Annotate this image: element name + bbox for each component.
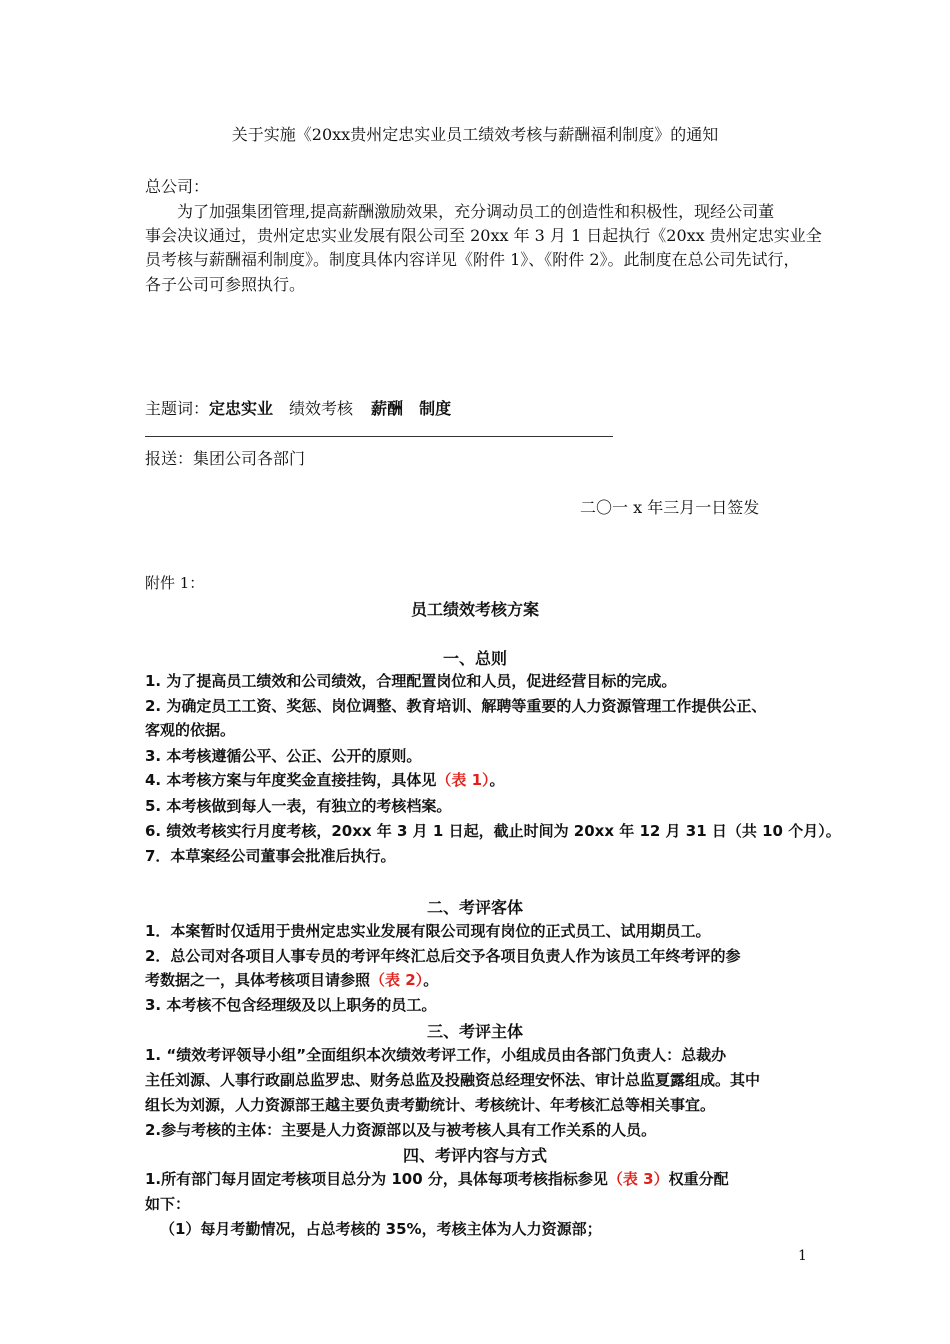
table-ref: （表 2） [370,971,424,989]
list-line: 2．总公司对各项目人事专员的考评年终汇总后交予各项目负责人作为该员工年终考评的参 [145,947,741,965]
notice-title: 关于实施《20xx贵州定忠实业员工绩效考核与薪酬福利制度》的通知 [231,125,719,144]
notice-body-line: 为了加强集团管理,提高薪酬激励效果，充分调动员工的创造性和积极性，现经公司董 [177,202,775,221]
list-line-text: 考数据之一，具体考核项目请参照 [145,971,371,989]
keywords-label: 主题词： [145,399,210,418]
list-line [145,1168,729,1189]
table-ref: （表 3） [607,1170,669,1188]
list-line: 组长为刘源，人力资源部王越主要负责考勤统计、考核统计、年考核汇总等相关事宜。 [145,1096,716,1114]
list-line: （1）每月考勤情况，占总考核的 35%，考核主体为人力资源部； [160,1220,602,1238]
attachment-title: 员工绩效考核方案 [410,600,539,619]
keywords-row [145,396,451,419]
list-line: 5. 本考核做到每人一表，有独立的考核档案。 [145,797,452,815]
list-line: 1. 为了提高员工绩效和公司绩效，合理配置岗位和人员，促进经营目标的完成。 [145,672,677,690]
keyword: 薪酬 [371,399,404,418]
list-line-tail: 。 [489,771,505,789]
section-heading: 二、考评客体 [426,898,523,917]
notice-body-line: 事会决议通过，贵州定忠实业发展有限公司至 20xx 年 3 月 1 日起执行《20xx 贵州定忠实业全 [145,226,822,245]
list-line: 客观的依据。 [145,721,236,739]
list-line: 6. 绩效考核实行月度考核，20xx 年 3 月 1 日起，截止时间为 20xx 年 12 月 31 日（共 10 个月）。 [145,822,841,840]
list-line: 主任刘源、人事行政副总监罗忠、财务总监及投融资总经理安怀法、审计总监夏露组成。其中 [145,1071,761,1089]
attachment-label: 附件 1： [145,574,205,592]
list-line: 1．本案暂时仅适用于贵州定忠实业发展有限公司现有岗位的正式员工、试用期员工。 [145,922,711,940]
list-line-text: 1.所有部门每月固定考核项目总分为 100 分，具体每项考核指标参见 [145,1170,608,1188]
sign-date: 二〇一 x 年三月一日签发 [580,498,760,517]
section-heading: 一、总则 [442,649,507,668]
keyword: 制度 [419,399,452,418]
keyword: 绩效考核 [289,399,354,418]
list-line: 2. 为确定员工工资、奖惩、岗位调整、教育培训、解聘等重要的人力资源管理工作提供公正、 [145,697,767,715]
table-ref: （表 1） [436,771,490,789]
list-line: 如下： [145,1195,191,1213]
page-number: 1 [798,1248,807,1264]
list-line: 1. “绩效考评领导小组”全面组织本次绩效考评工作，小组成员由各部门负责人：总裁办 [145,1046,727,1064]
list-line-tail: 。 [423,971,439,989]
list-line: 3. 本考核不包含经理级及以上职务的员工。 [145,996,437,1014]
list-line: 7．本草案经公司董事会批准后执行。 [145,847,396,865]
list-line-tail: 权重分配 [668,1170,729,1188]
list-line: 3. 本考核遵循公平、公正、公开的原则。 [145,747,422,765]
section-heading: 四、考评内容与方式 [402,1146,547,1165]
list-line [145,769,505,790]
keyword: 定忠实业 [209,399,274,418]
list-line [145,969,438,990]
divider-line [145,436,613,437]
notice-body-line: 员考核与薪酬福利制度》。制度具体内容详见《附件 1》、《附件 2》。此制度在总公司先试行， [145,250,800,269]
notice-recipient: 总公司： [145,177,210,196]
section-heading: 三、考评主体 [426,1022,523,1041]
notice-body-line: 各子公司可参照执行。 [145,275,306,294]
list-line: 2.参与考核的主体：主要是人力资源部以及与被考核人具有工作关系的人员。 [145,1121,657,1139]
list-line-text: 4. 本考核方案与年度奖金直接挂钩，具体见 [145,771,437,789]
report-to: 报送：集团公司各部门 [145,449,306,468]
